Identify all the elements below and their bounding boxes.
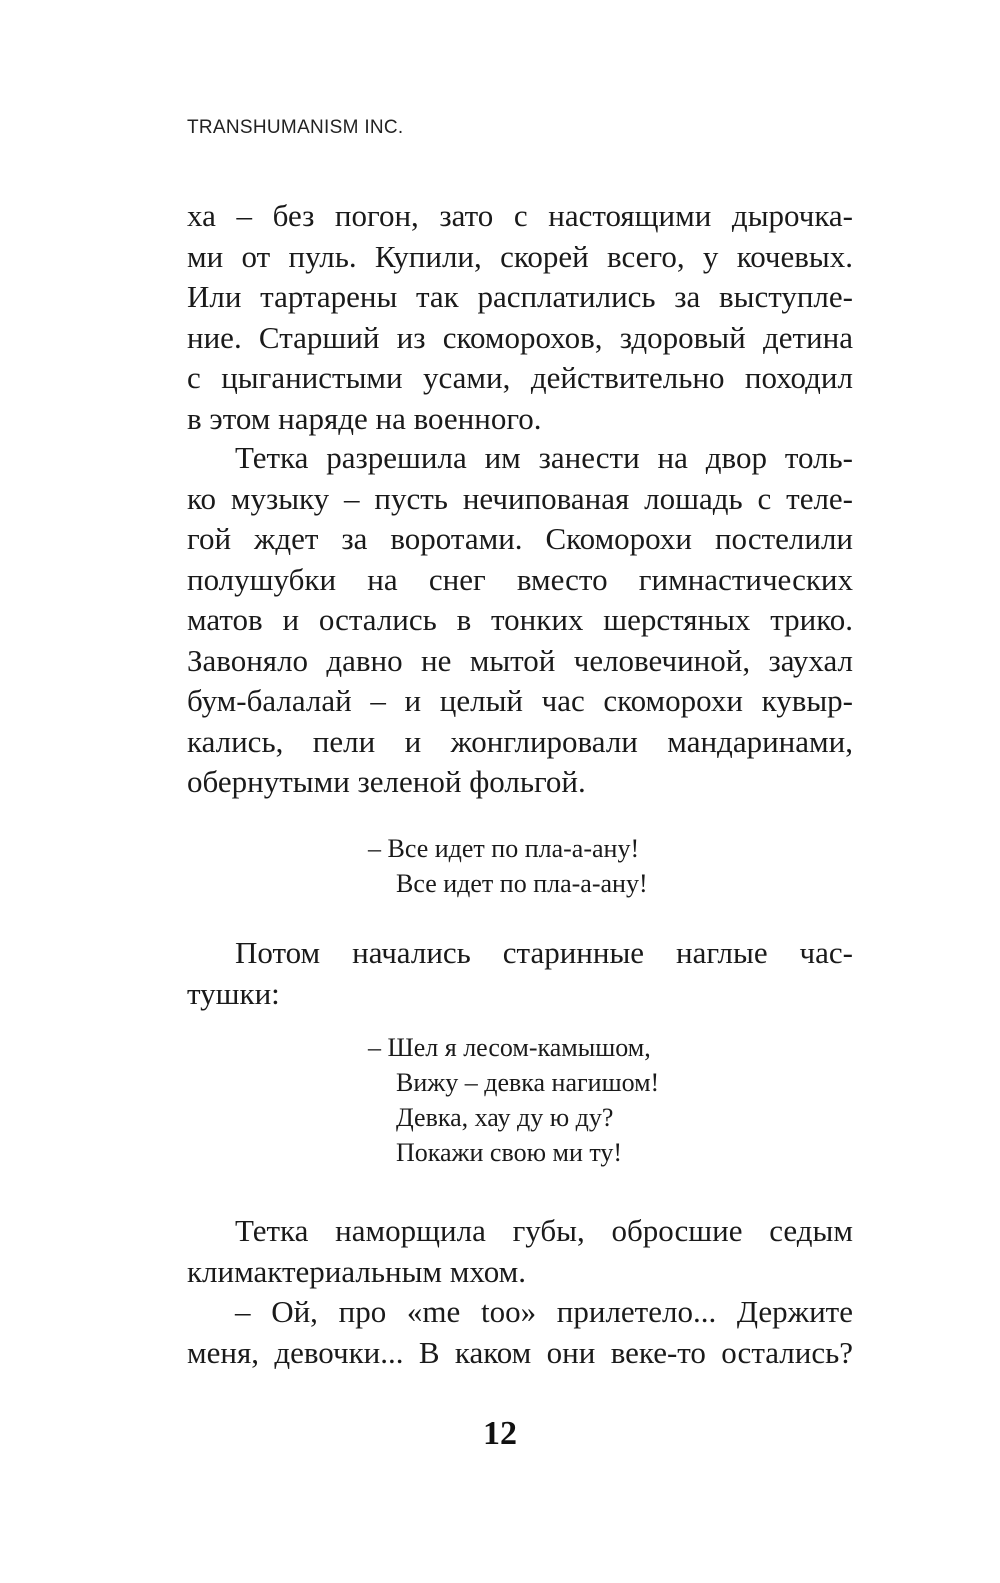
- text-line: климактериальным мхом.: [187, 1253, 526, 1289]
- text-line: Или тартарены так расплатились за выступле-: [187, 279, 853, 314]
- verse-2: [368, 1030, 659, 1170]
- text-line: Тетка разрешила им занести на двор толь-: [235, 440, 853, 475]
- text-line: матов и остались в тонких шерстяных трико.: [187, 602, 853, 637]
- paragraph-2: [187, 438, 853, 803]
- text-line: меня, девочки... В каком они веке-то остались?: [187, 1334, 853, 1370]
- text-line: Завоняло давно не мытой человечиной, заухал: [187, 642, 853, 678]
- text-line: с цыганистыми усами, действительно походил: [187, 360, 853, 395]
- page-number: 12: [483, 1415, 517, 1452]
- text-line: бум-балалай – и целый час скоморохи кувыр-: [187, 683, 853, 718]
- verse-line: Все идет по пла-а-ану!: [396, 869, 648, 898]
- text-line: полушубки на снег вместо гимнастических: [187, 561, 853, 597]
- text-line: обернутыми зеленой фольгой.: [187, 764, 586, 799]
- verse-1: [368, 831, 648, 901]
- verse-line: Девка, хау ду ю ду?: [396, 1103, 614, 1132]
- text-line: ха – без погон, зато с настоящими дырочка-: [187, 198, 853, 233]
- text-line: – Ой, про «me too» прилетело... Держите: [235, 1294, 853, 1329]
- text-line: ко музыку – пусть нечипованая лошадь с теле-: [187, 480, 853, 516]
- text-line: ние. Старший из скоморохов, здоровый детина: [187, 319, 853, 355]
- text-line: ми от пуль. Купили, скорей всего, у кочевых.: [187, 238, 853, 274]
- text-line: Потом начались старинные наглые час-: [235, 935, 853, 970]
- verse-line: – Все идет по пла-а-ану!: [368, 834, 640, 863]
- paragraph-3: [187, 933, 853, 1014]
- verse-line: – Шел я лесом-камышом,: [368, 1033, 651, 1062]
- text-line: тушки:: [187, 975, 280, 1011]
- running-head: TRANSHUMANISM INC.: [187, 117, 404, 138]
- text-line: в этом наряде на военного.: [187, 400, 542, 436]
- paragraph-4: [187, 1211, 853, 1373]
- paragraph-1: [187, 196, 853, 439]
- text-line: гой ждет за воротами. Скоморохи постелили: [187, 521, 853, 556]
- text-line: Тетка наморщила губы, обросшие седым: [235, 1213, 853, 1248]
- verse-line: Покажи свою ми ту!: [396, 1138, 623, 1167]
- text-line: кались, пели и жонглировали мандаринами,: [187, 723, 853, 759]
- verse-line: Вижу – девка нагишом!: [396, 1068, 660, 1097]
